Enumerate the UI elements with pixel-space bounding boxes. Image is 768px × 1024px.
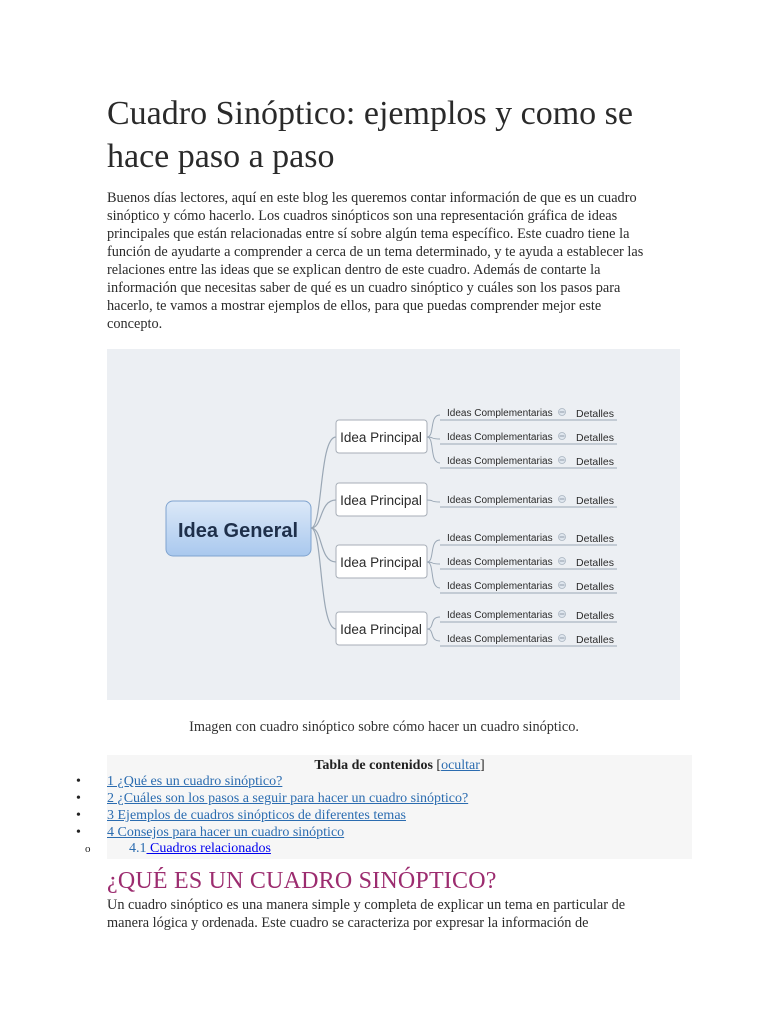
complement-label: Ideas Complementarias [447,533,553,544]
complement-label: Ideas Complementarias [447,495,553,506]
branch-connector [427,540,440,562]
bullet-icon: • [76,808,81,823]
toc-item[interactable] [62,807,406,824]
complement-label: Ideas Complementarias [447,408,553,419]
complement-label: Ideas Complementarias [447,432,553,443]
intro-paragraph: Buenos días lectores, aquí en este blog les queremos contar información de que es un cuadro sinóptico y cómo hacerlo. Los cuadros sinópticos son una representación gráfica de ideas principales que están relacionadas entre sí sobre algún tema específico. Este cuadro tiene la función de ayudarte a comprender a cerca de un tema determinado, y te ayuda a establecer las relaciones entre las ideas que se explican dentro de este cuadro. Además de contarte la información que necesitas saber de qué es un cuadro sinóptico y cuáles son los pasos para hacerlo, te vamos a mostrar ejemplos de ellos, para que puedas comprender mejor este concepto. [107,190,644,332]
detail-label: Detalles [576,495,614,507]
branch-connector [427,629,440,641]
branch-connector [427,562,440,588]
toc-link-1[interactable]: 1 ¿Qué es un cuadro sinóptico? [107,774,283,789]
branch-connector [427,617,440,629]
branch-connector [427,500,440,502]
toc-header [107,758,692,774]
synoptic-diagram [107,349,680,700]
toc-title: Tabla de contenidos [314,758,433,773]
toc-toggle-bracket-close: ] [479,758,485,773]
complement-label: Ideas Complementarias [447,557,553,568]
toc-hide-link[interactable]: ocultar [441,758,480,773]
branch-node-label: Idea Principal [340,430,422,445]
section-paragraph: Un cuadro sinóptico es una manera simple y completa de explicar un tema en particular de manera lógica y ordenada. Este cuadro se caracteriza por expresar la información de [107,897,626,931]
toc-link-4[interactable]: 4 Consejos para hacer un cuadro sinóptico [107,825,345,840]
toc-subitem[interactable] [85,841,271,857]
toc-link-2[interactable]: 2 ¿Cuáles son los pasos a seguir para hacer un cuadro sinóptico? [107,791,469,806]
toc-item[interactable] [62,790,468,807]
complement-label: Ideas Complementarias [447,610,553,621]
detail-label: Detalles [576,557,614,569]
branch-node-label: Idea Principal [340,622,422,637]
detail-label: Detalles [576,533,614,545]
toc-sub-number: 4.1 [129,841,147,856]
image-caption: Imagen con cuadro sinóptico sobre cómo hacer un cuadro sinóptico. [189,719,579,735]
detail-label: Detalles [576,634,614,646]
branch-connector [427,437,440,463]
toc-item[interactable] [62,824,344,841]
circle-bullet-icon: o [85,843,91,855]
detail-label: Detalles [576,581,614,593]
article-title: Cuadro Sinóptico: ejemplos y como se hace paso a paso [107,95,633,175]
complement-label: Ideas Complementarias [447,456,553,467]
branch-node-label: Idea Principal [340,493,422,508]
table-of-contents [76,755,692,859]
detail-label: Detalles [576,408,614,420]
detail-label: Detalles [576,432,614,444]
complement-label: Ideas Complementarias [447,634,553,645]
bullet-icon: • [76,825,81,840]
root-node-label: Idea General [177,520,299,542]
complement-label: Ideas Complementarias [447,581,553,592]
bullet-icon: • [76,774,81,789]
detail-label: Detalles [576,456,614,468]
toc-link-4-1[interactable]: Cuadros relacionados [146,841,271,856]
detail-label: Detalles [576,610,614,622]
root-connector [311,437,336,528]
branch-connector [427,415,440,437]
root-connector [311,528,336,629]
section-heading: ¿QUÉ ES UN CUADRO SINÓPTICO? [107,868,497,894]
toc-item[interactable] [62,773,282,790]
branch-node-label: Idea Principal [340,555,422,570]
toc-toggle-bracket-open: [ [436,758,442,773]
bullet-icon: • [76,791,81,806]
toc-link-3[interactable]: 3 Ejemplos de cuadros sinópticos de diferentes temas [107,808,406,823]
synoptic-diagram-image [107,349,680,700]
